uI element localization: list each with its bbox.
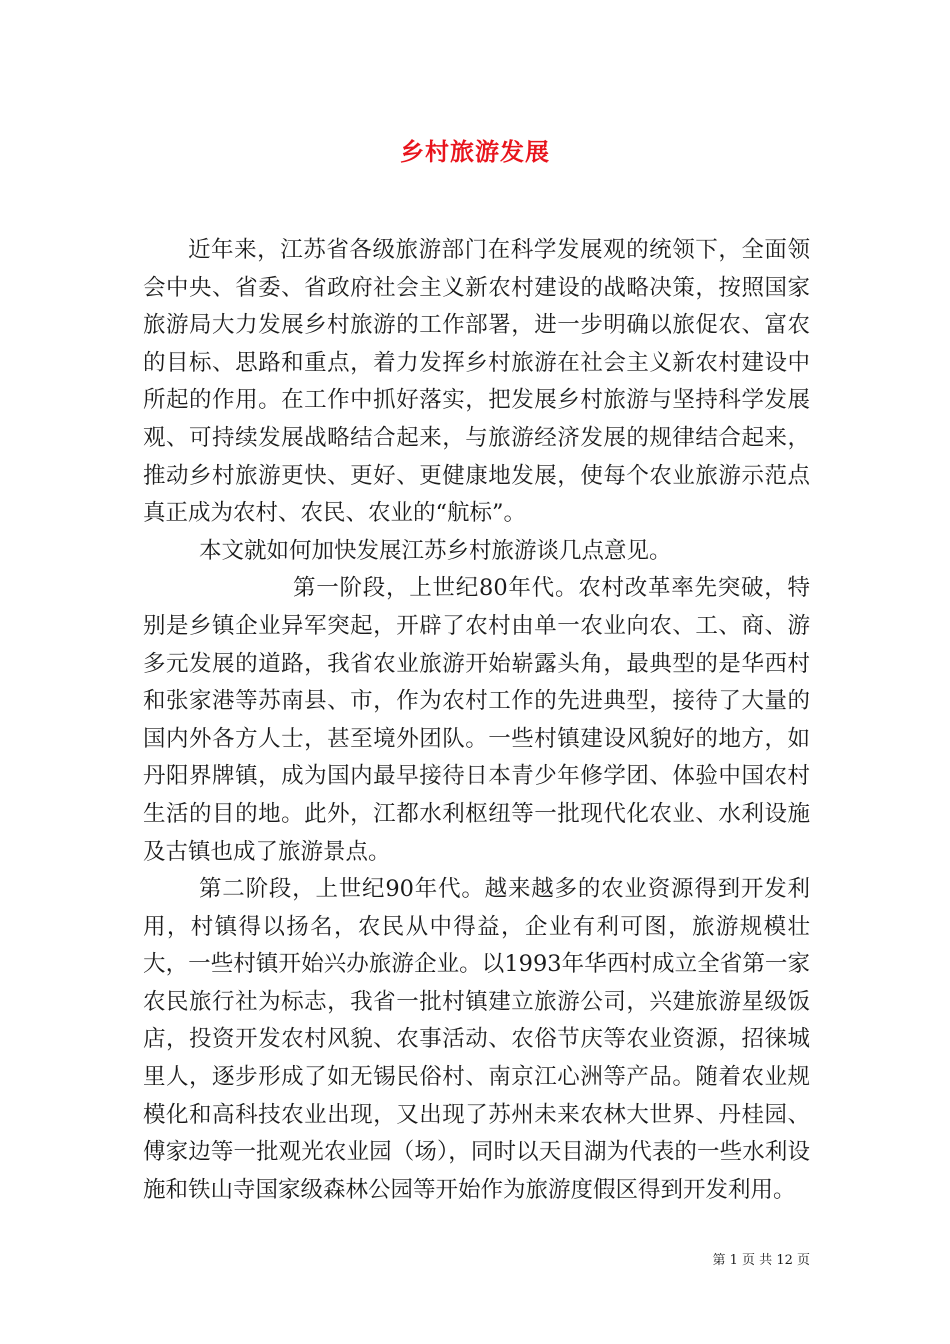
document-body [143, 232, 810, 1209]
paragraph-stage-one: 第一阶段，上世纪80年代。农村改革率先突破，特别是乡镇企业异军突起，开辟了农村由单一农业向农、工、商、游多元发展的道路，我省农业旅游开始崭露头角，最典型的是华西村和张家港等苏南县、市，作为农村工作的先进典型，接待了大量的国内外各方人士，甚至境外团队。一些村镇建设风貌好的地方，如丹阳界牌镇，成为国内最早接待日本青少年修学团、体验中国农村生活的目的地。此外，江都水利枢纽等一批现代化农业、水利设施及古镇也成了旅游景点。 [143, 575, 810, 865]
page-number-footer: 第 1 页 共 12 页 [712, 1253, 810, 1268]
paragraph-lead: 本文就如何加快发展江苏乡村旅游谈几点意见。 [199, 537, 672, 564]
paragraph-intro: 近年来，江苏省各级旅游部门在科学发展观的统领下，全面领会中央、省委、省政府社会主义新农村建设的战略决策，按照国家旅游局大力发展乡村旅游的工作部署，进一步明确以旅促农、富农的目标、思路和重点，着力发挥乡村旅游在社会主义新农村建设中所起的作用。在工作中抓好落实，把发展乡村旅游与坚持科学发展观、可持续发展战略结合起来，与旅游经济发展的规律结合起来，推动乡村旅游更快、更好、更健康地发展，使每个农业旅游示范点真正成为农村、农民、农业的“航标”。 [143, 237, 810, 527]
document-title: 乡村旅游发展 [400, 137, 550, 166]
paragraph-stage-two: 第二阶段，上世纪90年代。越来越多的农业资源得到开发利用，村镇得以扬名，农民从中得益，企业有利可图，旅游规模壮大，一些村镇开始兴办旅游企业。以1993年华西村成立全省第一家农民旅行社为标志，我省一批村镇建立旅游公司，兴建旅游星级饭店，投资开发农村风貌、农事活动、农俗节庆等农业资源，招徕城里人，逐步形成了如无锡民俗村、南京江心洲等产品。随着农业规模化和高科技农业出现，又出现了苏州未来农林大世界、丹桂园、傅家边等一批观光农业园（场），同时以天目湖为代表的一些水利设施和铁山寺国家级森林公园等开始作为旅游度假区得到开发利用。 [143, 876, 810, 1203]
